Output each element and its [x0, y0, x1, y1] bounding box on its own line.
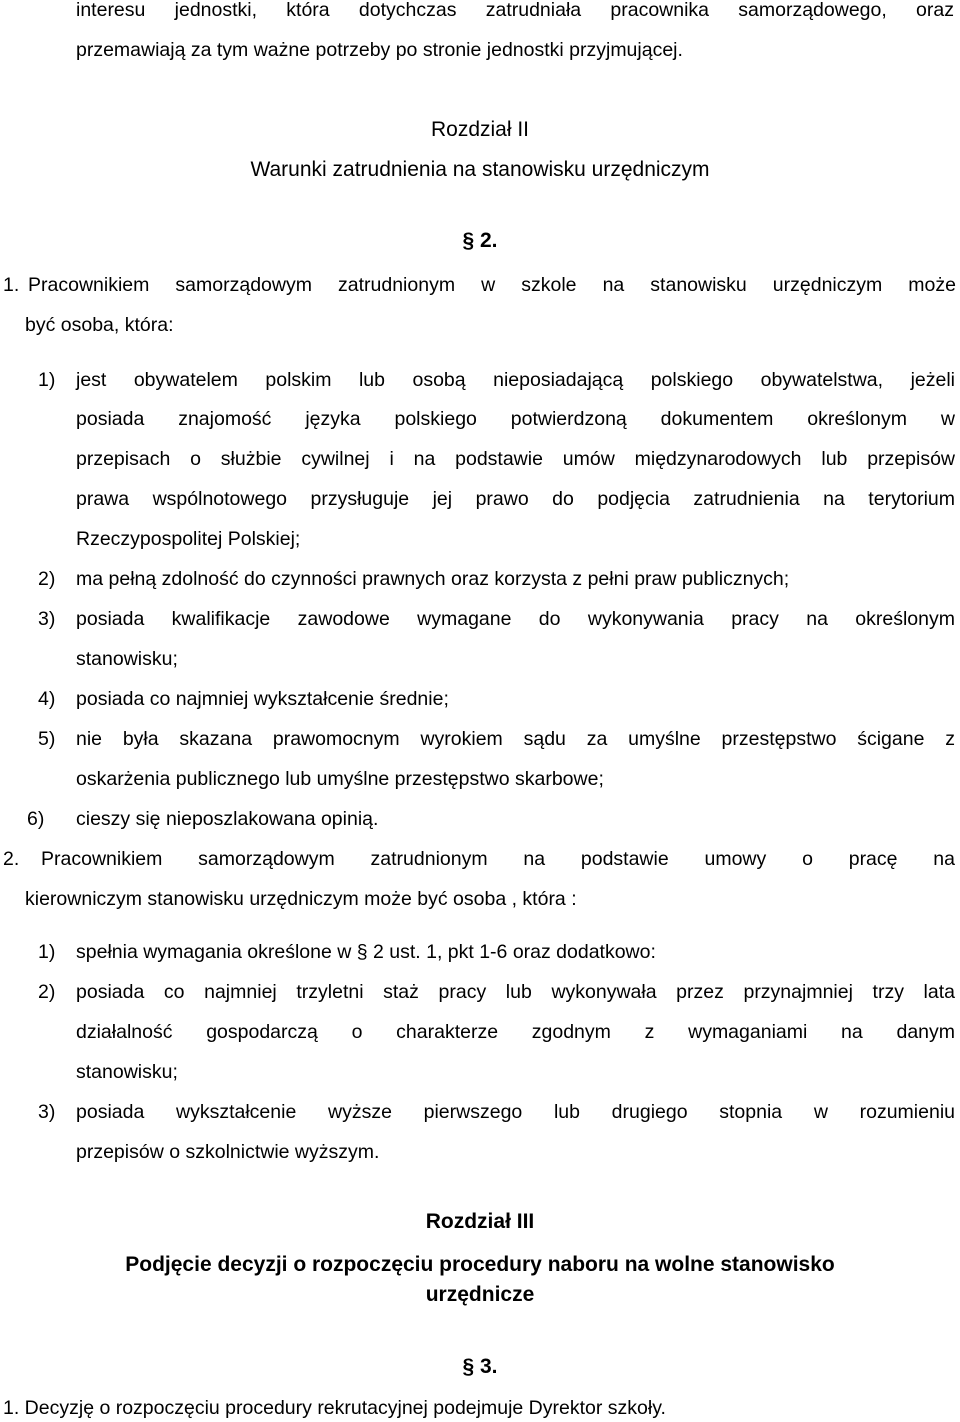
p2-item-1-line-1: spełnia wymagania określone w § 2 ust. 1, pkt 1-6 oraz dodatkowo: [76, 941, 656, 963]
p1-item-1-number: 1) [38, 369, 56, 391]
p1-item-1-line-5: Rzeczypospolitej Polskiej; [76, 528, 301, 550]
p2-number: 2. [3, 848, 20, 870]
p1-item-1-line-4: prawa wspólnotowego przysługuje jej prawo do podjęcia zatrudnienia na terytorium [76, 488, 955, 510]
p1-item-1-line-3: przepisach o służbie cywilnej i na podstawie umów międzynarodowych lub przepisów [76, 448, 955, 470]
p1-item-1-line-1: jest obywatelem polskim lub osobą nieposiadającą polskiego obywatelstwa, jeżeli [76, 369, 955, 391]
p2-item-3-line-1: posiada wykształcenie wyższe pierwszego lub drugiego stopnia w rozumieniu [76, 1101, 955, 1123]
p1-item-1-line-2: posiada znajomość języka polskiego potwierdzoną dokumentem określonym w [76, 408, 955, 430]
p1-line-2: być osoba, która: [25, 314, 174, 336]
p1-item-5-line-2: oskarżenia publicznego lub umyślne przestępstwo skarbowe; [76, 768, 604, 790]
chapter-3-title-line-2: urzędnicze [425, 1283, 535, 1306]
chapter-2-heading: Rozdział II [430, 118, 530, 141]
p2-line-1: Pracownikiem samorządowym zatrudnionym na podstawie umowy o pracę na [41, 848, 955, 870]
p1-item-6-line-1: cieszy się nieposzlakowana opinią. [76, 808, 379, 830]
section-2-number: § 2. [462, 229, 498, 252]
p1-item-3-number: 3) [38, 608, 56, 630]
p2-item-2-number: 2) [38, 981, 56, 1003]
p1-item-2-line-1: ma pełną zdolność do czynności prawnych oraz korzysta z pełni praw publicznych; [76, 568, 790, 590]
p2-item-2-line-2: działalność gospodarczą o charakterze zgodnym z wymaganiami na danym [76, 1021, 955, 1043]
p1-number: 1. [3, 274, 20, 296]
section-3-number: § 3. [462, 1355, 498, 1378]
intro-line-1: interesu jednostki, która dotychczas zatrudniała pracownika samorządowego, oraz [76, 0, 954, 21]
p1-item-3-line-2: stanowisku; [76, 648, 178, 670]
p3-line-1: 1. Decyzję o rozpoczęciu procedury rekrutacyjnej podejmuje Dyrektor szkoły. [3, 1397, 666, 1419]
p1-item-6-number: 6) [27, 808, 45, 830]
p1-item-2-number: 2) [38, 568, 56, 590]
p1-item-4-number: 4) [38, 688, 56, 710]
p1-item-3-line-1: posiada kwalifikacje zawodowe wymagane do wykonywania pracy na określonym [76, 608, 955, 630]
chapter-3-title-line-1: Podjęcie decyzji o rozpoczęciu procedury naboru na wolne stanowisko [125, 1253, 835, 1276]
p2-item-2-line-1: posiada co najmniej trzyletni staż pracy lub wykonywała przez przynajmniej trzy lata [76, 981, 955, 1003]
p2-item-2-line-3: stanowisku; [76, 1061, 178, 1083]
p2-item-1-number: 1) [38, 941, 56, 963]
p1-line-1: Pracownikiem samorządowym zatrudnionym w szkole na stanowisku urzędniczym może [28, 274, 956, 296]
p2-item-3-line-2: przepisów o szkolnictwie wyższym. [76, 1141, 380, 1163]
intro-line-2: przemawiają za tym ważne potrzeby po stronie jednostki przyjmującej. [76, 39, 683, 61]
chapter-2-title: Warunki zatrudnienia na stanowisku urzędniczym [250, 158, 710, 181]
chapter-3-heading: Rozdział III [425, 1210, 535, 1233]
p2-item-3-number: 3) [38, 1101, 56, 1123]
p1-item-5-line-1: nie była skazana prawomocnym wyrokiem sądu za umyślne przestępstwo ścigane z [76, 728, 955, 750]
p1-item-5-number: 5) [38, 728, 56, 750]
p1-item-4-line-1: posiada co najmniej wykształcenie średnie; [76, 688, 449, 710]
p2-line-2: kierowniczym stanowisku urzędniczym może być osoba , która : [25, 888, 577, 910]
